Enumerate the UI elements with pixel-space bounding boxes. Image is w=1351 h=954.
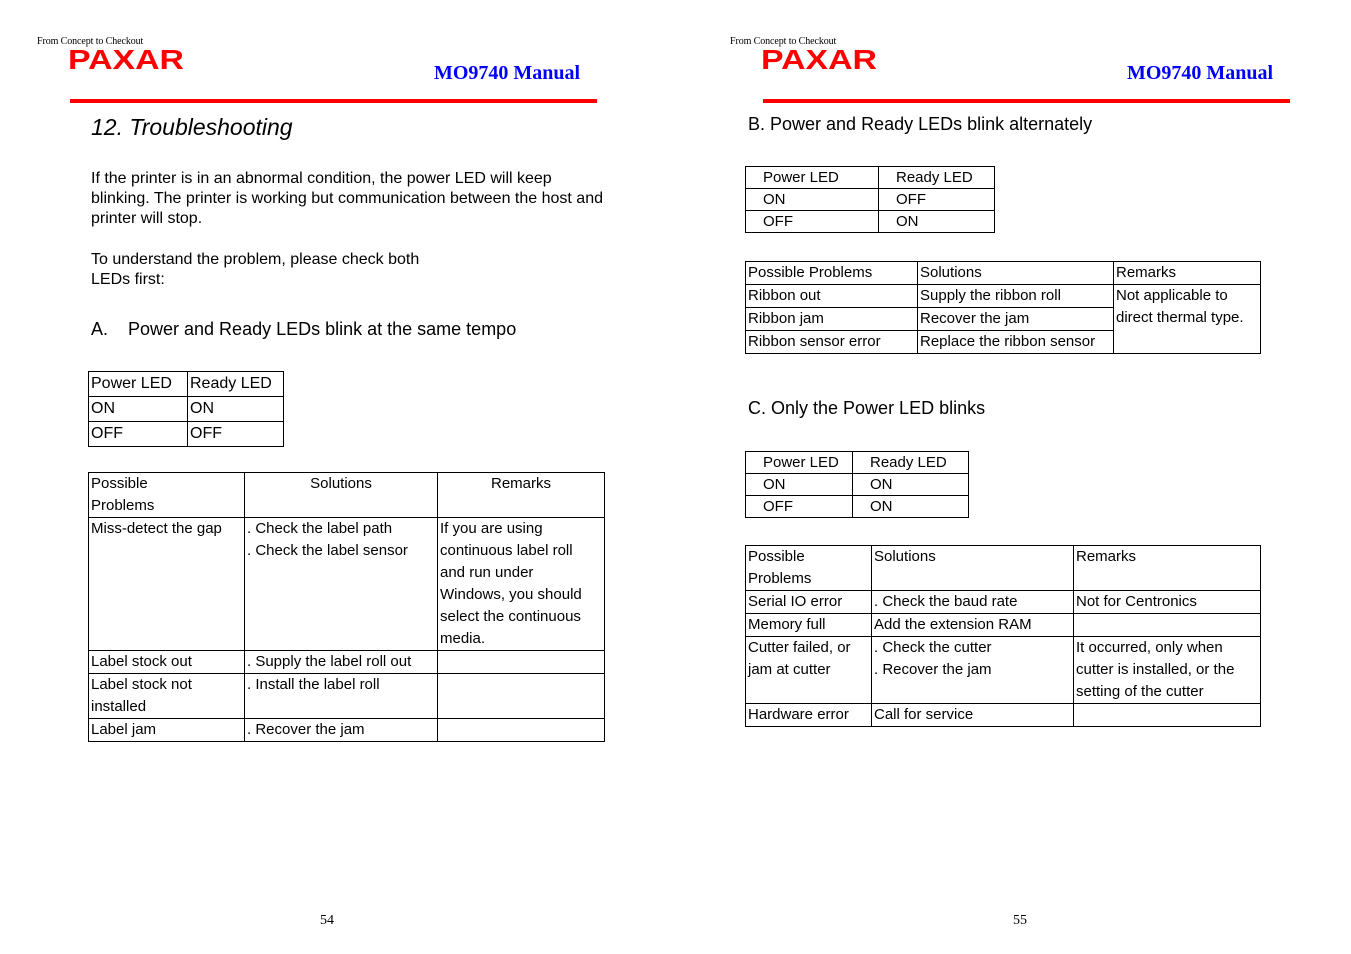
table-row (746, 496, 969, 518)
table-cell: Label stock not installed (89, 674, 245, 719)
table-row (89, 422, 284, 447)
table-cell (438, 674, 605, 719)
table-cell: Miss-detect the gap (89, 518, 245, 651)
table-header: Remarks (1074, 546, 1261, 591)
problems-table-c (745, 545, 1261, 727)
table-cell: Supply the ribbon roll (918, 285, 1114, 308)
table-row (746, 474, 969, 496)
table-cell: Cutter failed, or jam at cutter (746, 637, 872, 704)
table-cell: Ribbon out (746, 285, 918, 308)
problems-table-a (88, 472, 605, 742)
table-header: Possible Problems (746, 546, 872, 591)
table-cell: Call for service (872, 704, 1074, 727)
section-c-title: C. Only the Power LED blinks (748, 398, 986, 418)
table-cell: Not for Centronics (1074, 591, 1261, 614)
table-cell: It occurred, only when cutter is installed, or the setting of the cutter (1074, 637, 1261, 704)
brand-tagline: From Concept to Checkout (730, 36, 837, 47)
table-row (89, 674, 605, 719)
table-cell (438, 719, 605, 742)
table-row (746, 167, 995, 189)
table-cell: Serial IO error (746, 591, 872, 614)
page-number: 54 (320, 913, 334, 928)
table-cell: ON (853, 496, 969, 518)
check-line-1: To understand the problem, please check both (91, 251, 420, 268)
section-a-title: Power and Ready LEDs blink at the same tempo (128, 319, 517, 339)
table-cell (1074, 704, 1261, 727)
table-row (89, 651, 605, 674)
table-cell: ON (188, 397, 284, 422)
table-header: Solutions (918, 262, 1114, 285)
table-cell: . Recover the jam (245, 719, 438, 742)
table-cell: Ribbon sensor error (746, 331, 918, 354)
table-row (746, 285, 1261, 308)
table-cell (438, 651, 605, 674)
table-cell: Ribbon jam (746, 308, 918, 331)
table-header: Ready LED (879, 167, 995, 189)
table-row (89, 372, 284, 397)
table-header: Possible Problems (746, 262, 918, 285)
table-header: Possible Problems (89, 473, 245, 518)
intro-paragraph: If the printer is in an abnormal condition, the power LED will keep blinking. The printer is working but communication between the host and printer will stop. (91, 170, 603, 227)
table-cell: OFF (188, 422, 284, 447)
table-header: Power LED (89, 372, 188, 397)
manual-title: MO9740 Manual (1127, 62, 1274, 84)
led-table-b (745, 166, 995, 233)
check-line-2: LEDs first: (91, 271, 165, 288)
table-cell: OFF (879, 189, 995, 211)
table-row (746, 211, 995, 233)
table-header: Power LED (746, 452, 853, 474)
table-row (746, 189, 995, 211)
led-table-c (745, 451, 969, 518)
table-row (89, 719, 605, 742)
left-page (0, 0, 675, 954)
page-number: 55 (1013, 913, 1027, 928)
table-row (89, 397, 284, 422)
table-header: Ready LED (188, 372, 284, 397)
table-cell: . Install the label roll (245, 674, 438, 719)
table-header: Remarks (438, 473, 605, 518)
table-cell: . Supply the label roll out (245, 651, 438, 674)
table-cell: . Check the label path . Check the label sensor (245, 518, 438, 651)
table-cell: If you are using continuous label roll and run under Windows, you should select the continuous media. (438, 518, 605, 651)
header-rule (763, 99, 1290, 103)
table-cell: ON (879, 211, 995, 233)
table-header: Ready LED (853, 452, 969, 474)
table-cell: Add the extension RAM (872, 614, 1074, 637)
table-row (746, 546, 1261, 591)
table-cell: Not applicable to direct thermal type. (1114, 285, 1261, 354)
table-cell: ON (746, 189, 879, 211)
table-row (746, 637, 1261, 704)
manual-title: MO9740 Manual (434, 62, 581, 84)
paxar-logo (761, 45, 879, 71)
table-cell: OFF (746, 496, 853, 518)
table-header: Power LED (746, 167, 879, 189)
table-header: Solutions (872, 546, 1074, 591)
chapter-title: 12. Troubleshooting (91, 114, 293, 140)
table-cell: OFF (89, 422, 188, 447)
table-cell: ON (853, 474, 969, 496)
table-cell: . Check the cutter . Recover the jam (872, 637, 1074, 704)
paxar-logo (68, 45, 186, 71)
table-cell: Label stock out (89, 651, 245, 674)
section-b-title: B. Power and Ready LEDs blink alternately (748, 114, 1093, 134)
table-row (746, 614, 1261, 637)
table-cell: Label jam (89, 719, 245, 742)
table-cell: ON (89, 397, 188, 422)
table-row (746, 262, 1261, 285)
problems-table-b (745, 261, 1261, 354)
right-page (675, 0, 1350, 954)
table-cell: Replace the ribbon sensor (918, 331, 1114, 354)
table-cell: . Check the baud rate (872, 591, 1074, 614)
svg-text:PAXAR: PAXAR (68, 45, 184, 71)
svg-text:PAXAR: PAXAR (761, 45, 877, 71)
table-cell: Hardware error (746, 704, 872, 727)
table-cell (1074, 614, 1261, 637)
table-header: Remarks (1114, 262, 1261, 285)
table-header: Solutions (245, 473, 438, 518)
table-cell: Memory full (746, 614, 872, 637)
table-cell: ON (746, 474, 853, 496)
table-row (89, 473, 605, 518)
table-row (89, 518, 605, 651)
section-a-letter: A. (91, 319, 109, 339)
table-row (746, 452, 969, 474)
table-cell: Recover the jam (918, 308, 1114, 331)
table-row (746, 591, 1261, 614)
table-row (746, 704, 1261, 727)
header-rule (70, 99, 597, 103)
led-table-a (88, 371, 284, 447)
table-cell: OFF (746, 211, 879, 233)
brand-tagline: From Concept to Checkout (37, 36, 144, 47)
